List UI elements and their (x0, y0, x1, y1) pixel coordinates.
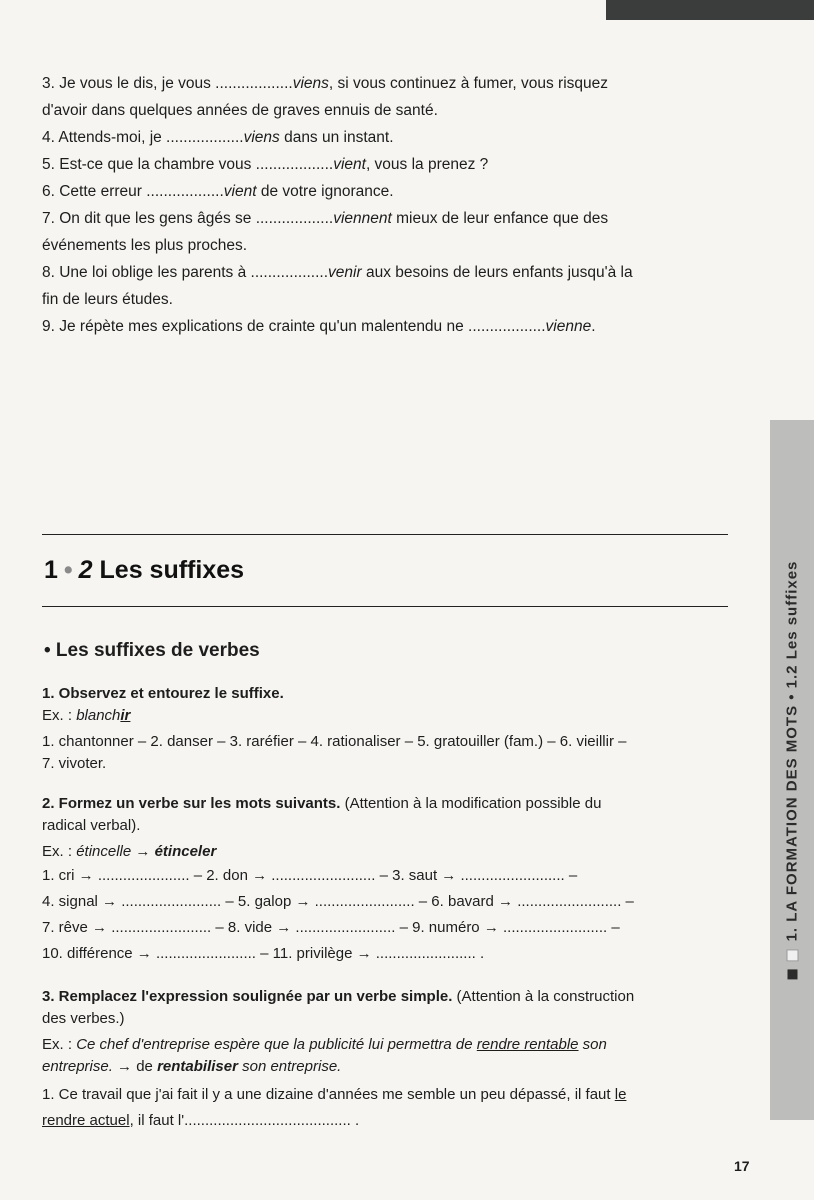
section-heading: 1 • 2 Les suffixes (44, 556, 245, 584)
exercise-3 (42, 986, 642, 1134)
exercise-2-row: 1. cri → ...................... – 2. don → ......................... – 3. saut → ......................... – (42, 867, 578, 884)
exercise-2-title: 2. Formez un verbe sur les mots suivants. (Attention à la modification possible du radical verbal). (42, 795, 602, 834)
exercise-item: 6. Cette erreur ..................vient de votre ignorance. (42, 183, 394, 200)
exercise-2-row: 7. rêve → ........................ – 8. vide → ........................ – 9. numéro → ......................... – (42, 919, 620, 936)
exercise-3-item: 1. Ce travail que j'ai fait il y a une dizaine d'années me semble un peu dépassé, il faut le rendre actuel, il faut l'........................................ . (42, 1086, 627, 1129)
exercise-1-example: Ex. : blanchir (42, 707, 131, 724)
section-rule-bottom (42, 606, 728, 607)
exercise-2-row: 10. différence → ........................ – 11. privilège → ........................ . (42, 945, 485, 962)
page-number: 17 (734, 1158, 750, 1174)
section-rule-top (42, 534, 728, 535)
exercise-3-title: 3. Remplacez l'expression soulignée par un verbe simple. (Attention à la construction des verbes.) (42, 988, 635, 1027)
exercise-item: 8. Une loi oblige les parents à ..................venir aux besoins de leurs enfants jusqu'à la fin de leurs études. (42, 264, 633, 308)
exercise-item: 7. On dit que les gens âgés se ..................viennent mieux de leur enfance que des événements les plus proches. (42, 210, 609, 254)
chapter-side-tab-label: 1. LA FORMATION DES MOTS • 1.2 Les suffixes (784, 561, 801, 980)
exercise-1-items: 1. chantonner – 2. danser – 3. raréfier – 4. rationaliser – 5. gratouiller (fam.) – 6. vieillir – 7. vivoter. (42, 733, 627, 772)
exercise-2-row: 4. signal → ........................ – 5. galop → ........................ – 6. bavard → ......................... – (42, 893, 634, 910)
exercise-2-example: Ex. : étincelle → étinceler (42, 843, 217, 860)
exercise-3-example: Ex. : Ce chef d'entreprise espère que la publicité lui permettra de rendre rentable son entreprise. → de rentabiliser son entreprise. (42, 1036, 607, 1075)
subsection-heading: • Les suffixes de verbes (44, 640, 260, 661)
tab-marker-light-icon (787, 949, 799, 961)
exercise-item: 3. Je vous le dis, je vous ..................viens, si vous continuez à fumer, vous risquez d'avoir dans quelques années de graves ennuis de santé. (42, 75, 609, 119)
exercise-item: 4. Attends-moi, je ..................viens dans un instant. (42, 129, 394, 146)
exercise-1-title: 1. Observez et entourez le suffixe. (42, 685, 284, 702)
continuation-exercise (42, 70, 652, 340)
corner-decoration (606, 0, 814, 20)
exercise-item: 5. Est-ce que la chambre vous ..................vient, vous la prenez ? (42, 156, 489, 173)
exercise-1 (42, 683, 642, 775)
exercise-item: 9. Je répète mes explications de crainte qu'un malentendu ne ..................vienne. (42, 318, 596, 335)
tab-marker-dark-icon (788, 969, 798, 979)
exercise-2 (42, 793, 642, 967)
